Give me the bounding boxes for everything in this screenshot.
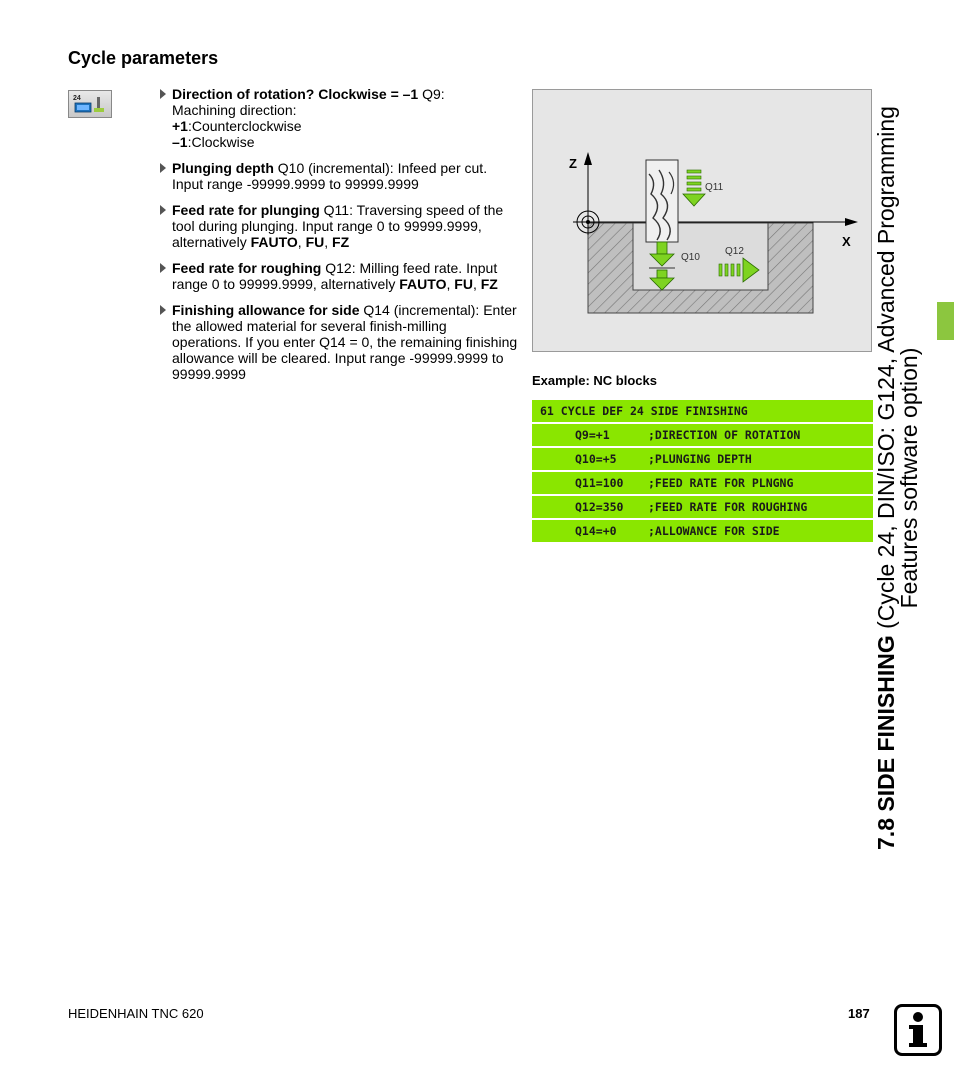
nc-row [532,424,873,446]
param-q14-name: Finishing allowance for side [172,302,360,318]
param-q10 [158,160,518,192]
feed-fu: FU [454,276,473,292]
side-title-light: (Cycle 24, DIN/ISO: G124, Advanced Programming [873,106,899,636]
nc-blocks [532,400,873,544]
feed-fz: FZ [480,276,498,292]
param-q12 [158,260,518,292]
separator: , [324,234,333,250]
param-q9-option-ccw: +1:Counterclockwise [172,118,302,134]
param-q12-text: Q12: Milling feed rate. Input range 0 to 99999.9999, alternatively [172,260,498,292]
nc-code: 61 CYCLE DEF 24 SIDE FINISHING [540,404,748,418]
param-q9-name: Direction of rotation? Clockwise = –1 [172,86,419,102]
separator: , [446,276,455,292]
nc-code: Q11=100 [575,476,624,490]
feed-fauto: FAUTO [250,234,298,250]
footer-product: HEIDENHAIN TNC 620 [68,1006,204,1021]
bullet-arrow-icon [160,163,166,173]
nc-row [532,448,873,470]
nc-row [532,472,873,494]
side-title-line2: Features software option) [896,347,922,609]
param-q11 [158,202,518,250]
param-q11-name: Feed rate for plunging [172,202,320,218]
axis-z-label: Z [569,156,577,171]
param-q12-name: Feed rate for roughing [172,260,322,276]
bullet-arrow-icon [160,305,166,315]
feed-fz: FZ [332,234,350,250]
nc-code: Q12=350 [575,500,624,514]
param-q9 [158,86,518,150]
cycle-diagram [532,89,872,352]
nc-code: Q9=+1 [575,428,610,442]
example-title: Example: NC blocks [532,373,657,388]
bullet-arrow-icon [160,89,166,99]
milling-tool [646,160,678,242]
chapter-side-title [875,52,921,904]
nc-comment: ;ALLOWANCE FOR SIDE [648,524,780,538]
bullet-arrow-icon [160,205,166,215]
param-q10-name: Plunging depth [172,160,274,176]
q11-label: Q11 [705,182,724,193]
nc-row [532,400,873,422]
workpiece [588,223,813,313]
bullet-arrow-icon [160,263,166,273]
q12-label: Q12 [725,246,744,257]
side-title-bold: 7.8 SIDE FINISHING [873,635,899,850]
nc-code: Q10=+5 [575,452,617,466]
info-i-glyph [897,1007,939,1053]
param-q9-text: Q9: [418,86,445,102]
param-q9-line: Machining direction: [172,102,297,118]
chapter-tab [937,302,954,340]
nc-comment: ;FEED RATE FOR ROUGHING [648,500,808,514]
feed-fauto: FAUTO [399,276,447,292]
q10-label: Q10 [681,252,700,263]
axis-x-label: X [842,234,851,249]
param-q10-text: Q10 (incremental): Infeed per cut. Input range -99999.9999 to 99999.9999 [172,160,488,192]
nc-code: Q14=+0 [575,524,617,538]
q11-feed-arrow [683,170,724,206]
softkey-number: 24 [73,95,81,102]
separator: , [472,276,481,292]
nc-comment: ;FEED RATE FOR PLNGNG [648,476,794,490]
param-q9-option-cw: –1:Clockwise [172,134,255,150]
section-title: Cycle parameters [68,48,219,68]
nc-row [532,496,873,518]
feed-fu: FU [305,234,325,250]
cycle-24-softkey-icon [69,91,111,117]
cycle-24-softkey[interactable] [68,90,112,118]
nc-comment: ;PLUNGING DEPTH [648,452,752,466]
parameter-list [158,86,518,392]
param-q14-text: Q14 (incremental): Enter the allowed material for several finish-milling operations. If you enter Q14 = 0, the remaining finishing allowance will be cleared. Input range -99999.9999 to 99999.9999 [172,302,518,382]
cycle-diagram-svg [533,90,873,353]
param-q14 [158,302,518,382]
param-q11-text: Q11: Traversing speed of the tool during plunging. Input range 0 to 99999.9999, alternatively [172,202,504,250]
nc-row [532,520,873,542]
side-title-wrap [858,52,938,904]
page-number: 187 [848,1006,870,1021]
info-icon [894,1004,942,1056]
nc-comment: ;DIRECTION OF ROTATION [648,428,801,442]
separator: , [297,234,306,250]
